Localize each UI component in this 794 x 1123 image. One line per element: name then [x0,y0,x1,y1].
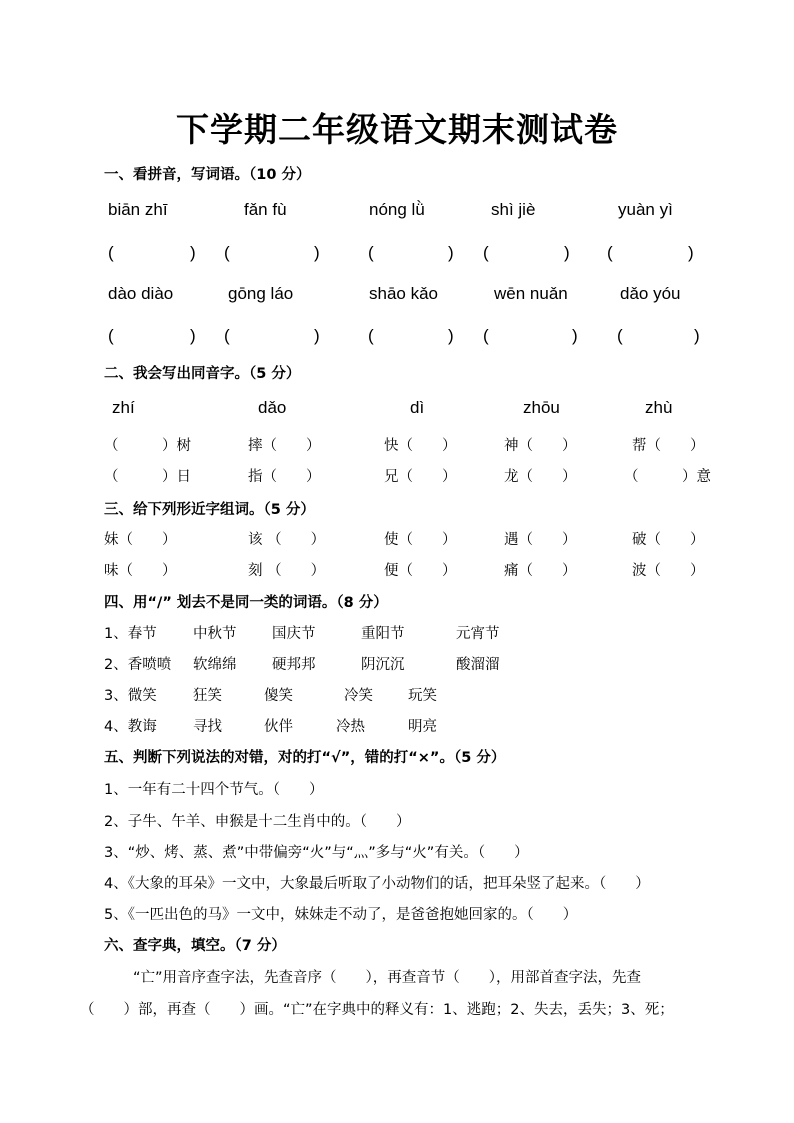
section-1-heading: 一、看拼音，写词语。（10 分） [104,167,311,183]
answer-open-paren: ( [617,326,623,345]
s3-item: 该 （ ） [248,532,326,548]
s4-word: 明亮 [408,719,437,735]
s2-item: 快（ ） [384,438,457,454]
s1-pinyin-row-1 [0,200,794,224]
s2-item: 指（ ） [248,469,321,485]
s1-pinyin: biān zhī [108,200,168,219]
s1-pinyin: fǎn fù [244,200,287,219]
s2-pinyin: dì [410,398,425,417]
answer-open-paren: ( [108,326,114,345]
s5-statement: 3、“炒、烤、蒸、煮”中带偏旁“火”与“灬”多与“火”有关。（ ） [104,845,529,861]
s5-statement: 2、子牛、午羊、申猴是十二生肖中的。（ ） [104,814,411,830]
answer-open-paren: ( [108,243,114,262]
s2-pinyin: dǎo [258,398,287,417]
s2-item: （ ）树 [104,438,191,454]
s4-word: 中秋节 [193,626,237,642]
section-4-heading: 四、用“/” 划去不是同一类的词语。（8 分） [104,595,388,611]
s2-item: 神（ ） [504,438,577,454]
section-6-heading: 六、查字典，填空。（7 分） [104,938,286,954]
s4-word: 傻笑 [264,688,293,704]
answer-close-paren: ) [314,243,320,262]
s4-word: 冷热 [336,719,365,735]
s6-paragraph-line-2: （ ）部，再查（ ）画。“亡”在字典中的释义有：1、逃跑；2、失去，丢失；3、死； [80,1002,674,1018]
s1-pinyin: shāo kǎo [369,284,438,303]
s3-item: 使（ ） [384,532,457,548]
answer-close-paren: ) [190,243,196,262]
s4-word: 狂笑 [193,688,222,704]
s2-pinyin-row [0,398,794,422]
s4-row-3 [0,684,794,708]
answer-open-paren: ( [483,326,489,345]
s5-statement: 1、一年有二十四个节气。（ ） [104,782,324,798]
s4-word: 寻找 [193,719,222,735]
s1-pinyin: dào diào [108,284,174,303]
s3-item: 波（ ） [632,563,705,579]
s1-pinyin-row-2 [0,284,794,308]
s1-pinyin: yuàn yì [618,200,673,219]
answer-open-paren: ( [483,243,489,262]
s3-item: 味（ ） [104,563,177,579]
s2-row-2 [0,465,794,489]
s4-word: 玩笑 [408,688,437,704]
answer-close-paren: ) [448,326,454,345]
s2-item: （ ）日 [104,469,191,485]
s3-item: 便（ ） [384,563,457,579]
answer-open-paren: ( [368,243,374,262]
s4-word: 酸溜溜 [456,657,500,673]
answer-open-paren: ( [607,243,613,262]
s2-item: 兄（ ） [384,469,457,485]
s4-word: 冷笑 [344,688,373,704]
s1-pinyin: gōng láo [228,284,294,303]
s1-pinyin: dǎo yóu [620,284,681,303]
s4-word: 2、香喷喷 [104,657,172,673]
s3-item: 痛（ ） [504,563,577,579]
answer-close-paren: ) [190,326,196,345]
s1-pinyin: shì jiè [491,200,536,219]
s1-pinyin: nóng lǜ [369,200,425,219]
s4-word: 软绵绵 [193,657,237,673]
s1-answer-row-1 [0,243,794,267]
s2-pinyin: zhù [645,398,673,417]
s1-answer-row-2 [0,326,794,350]
s4-word: 元宵节 [456,626,500,642]
s4-word: 国庆节 [272,626,316,642]
s4-word: 4、教诲 [104,719,157,735]
s5-statement: 5、《一匹出色的马》一文中，妹妹走不动了，是爸爸抱她回家的。（ ） [104,907,578,923]
answer-close-paren: ) [694,326,700,345]
answer-close-paren: ) [564,243,570,262]
section-5-heading: 五、判断下列说法的对错，对的打“√”，错的打“×”。（5 分） [104,750,506,766]
s3-row-1 [0,528,794,552]
answer-open-paren: ( [224,326,230,345]
s2-row-1 [0,434,794,458]
s4-word: 3、微笑 [104,688,157,704]
s4-word: 1、春节 [104,626,157,642]
s3-row-2 [0,559,794,583]
s4-word: 阴沉沉 [361,657,405,673]
s2-pinyin: zhí [112,398,135,417]
s4-row-2 [0,653,794,677]
answer-open-paren: ( [224,243,230,262]
s3-item: 妹（ ） [104,532,177,548]
s2-pinyin: zhōu [523,398,560,417]
s2-item: 摔（ ） [248,438,321,454]
page-title: 下学期二年级语文期末测试卷 [176,110,618,149]
s4-word: 重阳节 [361,626,405,642]
s3-item: 遇（ ） [504,532,577,548]
s1-pinyin: wēn nuǎn [494,284,568,303]
s3-item: 破（ ） [632,532,705,548]
s5-statement: 4、《大象的耳朵》一文中，大象最后听取了小动物们的话，把耳朵竖了起来。（ ） [104,876,650,892]
s2-item: 龙（ ） [504,469,577,485]
answer-close-paren: ) [688,243,694,262]
s3-item: 刻 （ ） [248,563,326,579]
answer-close-paren: ) [448,243,454,262]
s2-item: 帮（ ） [632,438,705,454]
section-3-heading: 三、给下列形近字组词。（5 分） [104,502,315,518]
s4-word: 硬邦邦 [272,657,316,673]
s4-word: 伙伴 [264,719,293,735]
s4-row-4 [0,715,794,739]
answer-close-paren: ) [314,326,320,345]
answer-close-paren: ) [572,326,578,345]
s6-paragraph-line-1: “亡”用音序查字法，先查音序（ ），再查音节（ ），用部首查字法，先查 [133,970,642,986]
s4-row-1 [0,622,794,646]
answer-open-paren: ( [368,326,374,345]
s2-item: （ ）意 [624,469,711,485]
section-2-heading: 二、我会写出同音字。（5 分） [104,366,301,382]
